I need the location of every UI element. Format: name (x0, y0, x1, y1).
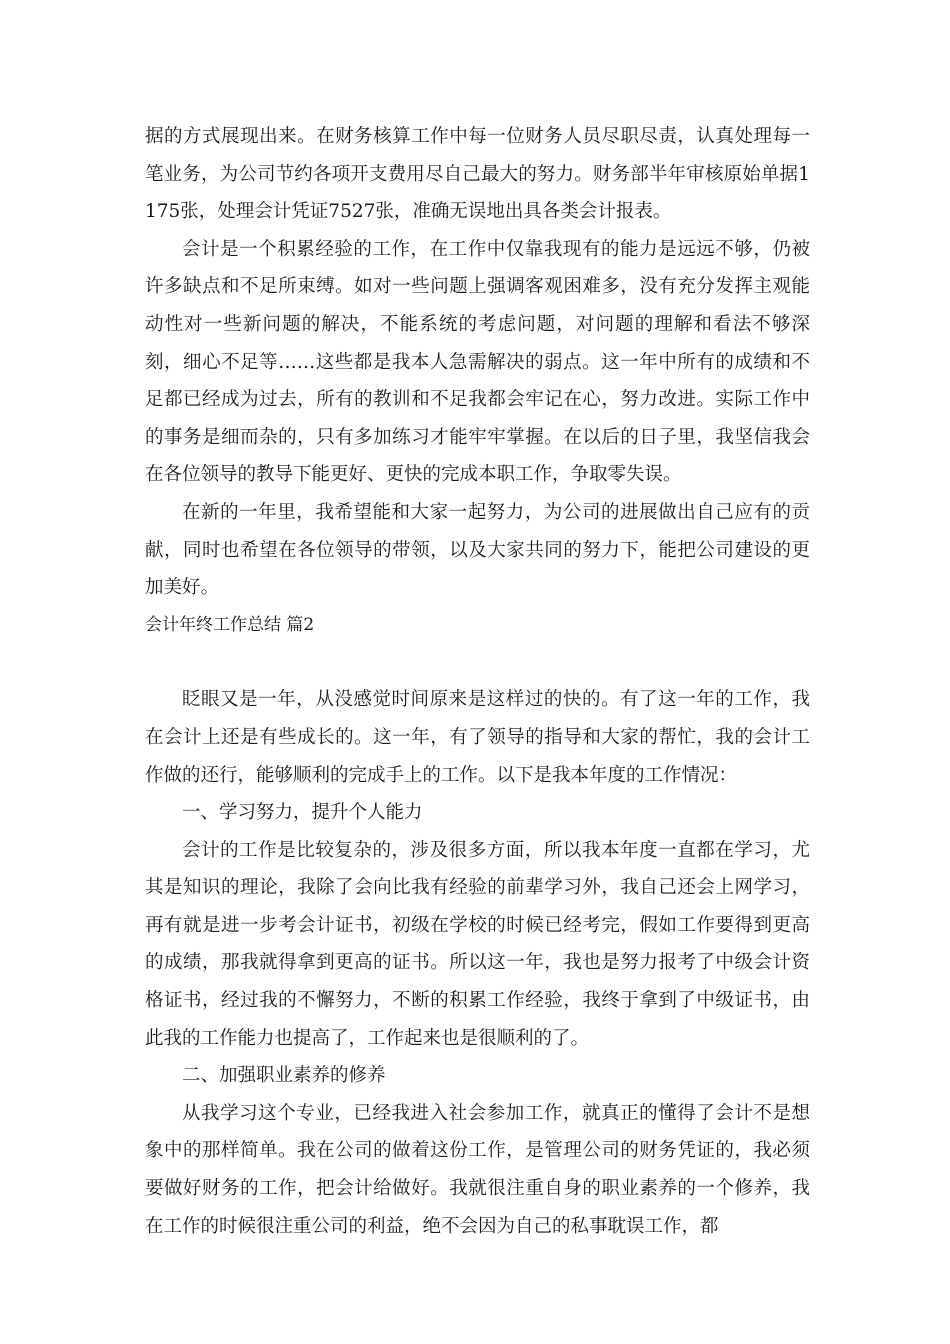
document-body (145, 118, 810, 1245)
paragraph: 会计的工作是比较复杂的，涉及很多方面，所以我本年度一直都在学习，尤其是知识的理论，我除了会向比我有经验的前辈学习外，我自己还会上网学习，再有就是进一步考会计证书，初级在学校的时候已经考完，假如工作要得到更高的成绩，那我就得拿到更高的证书。所以这一年，我也是努力报考了中级会计资格证书，经过我的不懈努力，不断的积累工作经验，我终于拿到了中级证书，由此我的工作能力也提高了，工作起来也是很顺利的了。 (145, 839, 810, 1049)
subheading: 一、学习努力，提升个人能力 (182, 802, 423, 824)
paragraph: 眨眼又是一年，从没感觉时间原来是这样过的快的。有了这一年的工作，我在会计上还是有些成长的。这一年，有了领导的指导和大家的帮忙，我的会计工作做的还行，能够顺利的完成手上的工作。以下是我本年度的工作情况： (145, 689, 810, 786)
paragraph: 会计是一个积累经验的工作，在工作中仅靠我现有的能力是远远不够，仍被许多缺点和不足所束缚。如对一些问题上强调客观困难多，没有充分发挥主观能动性对一些新问题的解决，不能系统的考虑问题，对问题的理解和看法不够深刻，细心不足等……这些都是我本人急需解决的弱点。这一年中所有的成绩和不足都已经成为过去，所有的教训和不足我都会牢记在心，努力改进。实际工作中的事务是细而杂的，只有多加练习才能牢牢掌握。在以后的日子里，我坚信我会在各位领导的教导下能更好、更快的完成本职工作，争取零失误。 (145, 238, 810, 486)
paragraph: 在新的一年里，我希望能和大家一起努力，为公司的进展做出自己应有的贡献，同时也希望在各位领导的带领，以及大家共同的努力下，能把公司建设的更加美好。 (145, 501, 810, 599)
paragraph: 从我学习这个专业，已经我进入社会参加工作，就真正的懂得了会计不是想象中的那样简单。我在公司的做着这份工作，是管理公司的财务凭证的，我必须要做好财务的工作，把会计给做好。我就很注重自身的职业素养的一个修养，我在工作的时候很注重公司的利益，绝不会因为自己的私事耽误工作，都 (145, 1102, 810, 1237)
subheading: 二、加强职业素养的修养 (182, 1065, 386, 1087)
section-title: 会计年终工作总结 篇2 (145, 614, 315, 635)
blank-line (145, 644, 810, 681)
paragraph-continued: 据的方式展现出来。在财务核算工作中每一位财务人员尽职尽责，认真处理每一笔业务，为公司节约各项开支费用尽自己最大的努力。财务部半年审核原始单据1175张，处理会计凭证7527张，准确无误地出具各类会计报表。 (145, 126, 810, 223)
